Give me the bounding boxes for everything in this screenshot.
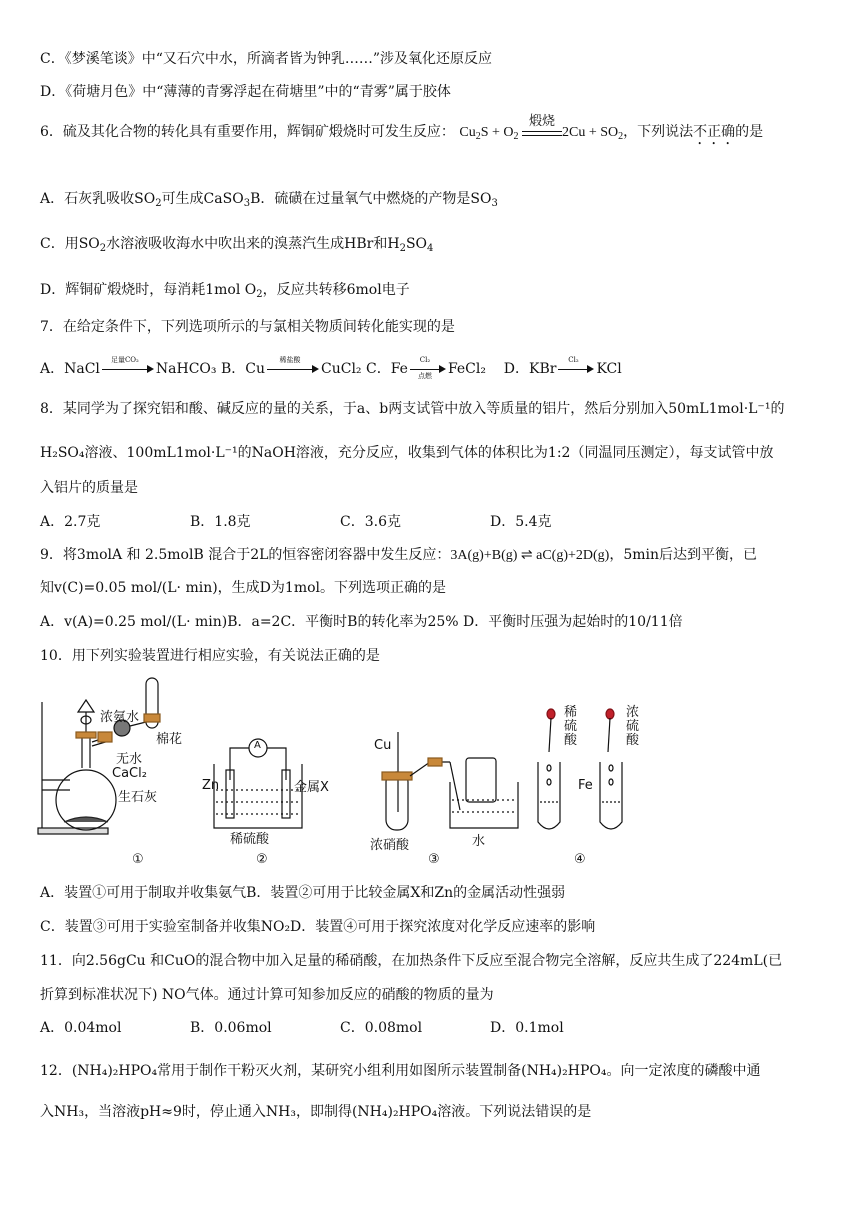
label-anhydrous: 无水 xyxy=(116,752,143,767)
q6-emphasis: 不正确 xyxy=(693,124,736,140)
label-zn: Zn xyxy=(202,778,220,793)
label-fe: Fe xyxy=(578,778,593,793)
q10-apparatus-figure xyxy=(30,672,670,872)
q6-stem-text: 6．硫及其化合物的转化具有重要作用，辉铜矿煅烧时可发生反应： xyxy=(40,124,455,140)
q11-option-d: D．0.1mol xyxy=(490,1020,564,1036)
q6-option-c: C．用$SO_2$水溶液吸收海水中吹出来的溴蒸汽生成HBr和$H_2SO_4$ xyxy=(40,236,434,254)
q6-option-a: A．石灰乳吸收$SO_2$可生成CaSO$_3$ xyxy=(40,191,251,209)
q8-line-1: 8．某同学为了探究铝和酸、碱反应的量的关系，于a、b两支试管中放入等质量的铝片，然后分别加入50mL1mol·L⁻¹的 xyxy=(40,401,785,417)
q6-option-d: D．辉铜矿煅烧时，每消耗1mol $O_2$，反应共转移6mol电子 xyxy=(40,282,410,300)
q7d-arrow: Cl₂ xyxy=(558,364,594,374)
label-cu: Cu xyxy=(374,738,392,753)
q11-line-2: 折算到标准状况下) NO气体。通过计算可知参加反应的硝酸的物质的量为 xyxy=(40,987,494,1003)
q6-equation: $Cu_2S + O_2$ 煅烧 $2Cu + SO_2$ xyxy=(459,112,624,142)
apparatus-2 xyxy=(214,739,302,828)
apparatus-3 xyxy=(382,732,518,830)
q11-option-b: B．0.06mol xyxy=(190,1020,272,1036)
label-dilute-acid: 稀 硫 酸 xyxy=(564,705,578,748)
q6-condition: 煅烧 xyxy=(528,112,555,128)
q6-options-ab xyxy=(40,190,498,213)
label-conc-acid: 浓 硫 酸 xyxy=(626,705,640,748)
label-cotton: 棉花 xyxy=(156,732,183,747)
q8-option-d: D．5.4克 xyxy=(490,514,552,530)
q7c-arrow: Cl₂ 点燃 xyxy=(410,364,446,374)
label-metal-x: 金属X xyxy=(294,780,329,795)
q11-option-a: A．0.04mol xyxy=(40,1020,122,1036)
q11-option-c: C．0.08mol xyxy=(340,1020,423,1036)
label-water: 水 xyxy=(472,834,486,849)
q11-line-1: 11．向2.56gCu 和CuO的混合物中加入足量的稀硝酸，在加热条件下反应至混合物完全溶解，反应共生成了224mL(已 xyxy=(40,953,783,969)
label-num-2: ② xyxy=(256,852,268,867)
label-cacl2: CaCl₂ xyxy=(112,766,147,781)
q6-equal-sign xyxy=(522,112,562,138)
ammeter-icon: A xyxy=(254,740,261,751)
q8-option-a: A．2.7克 xyxy=(40,514,101,530)
q7b-arrow: 稀盐酸 xyxy=(267,364,319,374)
q6-option-b: B．硫磺在过量氧气中燃烧的产物是$SO_3$ xyxy=(250,191,498,209)
label-quicklime: 生石灰 xyxy=(118,790,158,805)
label-num-3: ③ xyxy=(428,852,440,867)
label-conc-hno3: 浓硝酸 xyxy=(370,838,410,853)
q9-line-2: 知v(C)=0.05 mol/(L· min)，生成D为1mol。下列选项正确的是 xyxy=(40,580,446,596)
label-ammonia-water: 浓氨水 xyxy=(100,710,140,725)
q12-line-1: 12．(NH₄)₂HPO₄常用于制作干粉灭火剂，某研究小组利用如图所示装置制备(NH₄)₂HPO₄。向一定浓度的磷酸中通 xyxy=(40,1063,761,1079)
q7-option-b: B．Cu 稀盐酸 CuCl₂ xyxy=(220,356,362,377)
q10-options-cd: C．装置③可用于实验室制备并收集NO₂D．装置④可用于探究浓度对化学反应速率的影响 xyxy=(40,919,596,935)
q9-options: A．v(A)=0.25 mol/(L· min)B．a=2C．平衡时B的转化率为25% D．平衡时压强为起始时的10/11倍 xyxy=(40,614,683,630)
q8-line-2: H₂SO₄溶液、100mL1mol·L⁻¹的NaOH溶液，充分反应，收集到气体的体积比为1:2（同温同压测定），每支试管中放 xyxy=(40,445,774,461)
q7-option-d: D．KBr Cl₂ KCl xyxy=(503,356,622,377)
q5-option-c: C．《梦溪笔谈》中“又石穴中水，所滴者皆为钟乳……”涉及氧化还原反应 xyxy=(40,51,493,67)
q8-line-3: 入铝片的质量是 xyxy=(40,480,138,496)
label-num-4: ④ xyxy=(574,852,586,867)
label-dilute-h2so4: 稀硫酸 xyxy=(230,832,270,847)
q7a-arrow: 足量CO₂ xyxy=(102,364,154,374)
apparatus-4 xyxy=(538,709,622,829)
q7-option-a: A．NaCl 足量CO₂ NaHCO₃ xyxy=(40,356,217,377)
q8-option-b: B．1.8克 xyxy=(190,514,251,530)
q10-options-ab: A．装置①可用于制取并收集氨气B．装置②可用于比较金属X和Zn的金属活动性强弱 xyxy=(40,885,566,901)
q6-stem xyxy=(40,112,764,148)
q12-line-2: 入NH₃，当溶液pH≈9时，停止通入NH₃，即制得(NH₄)₂HPO₄溶液。下列说法错误的是 xyxy=(40,1104,592,1120)
q7-option-c: C．Fe Cl₂ 点燃 FeCl₂ xyxy=(365,356,486,380)
q9-line-1: 9．将3molA 和 2.5molB 混合于2L的恒容密闭容器中发生反应：3A(g)+B(g) ⇌ aC(g)+2D(g)，5min后达到平衡，已 xyxy=(40,547,758,563)
q9-equation: 3A(g)+B(g) ⇌ aC(g)+2D(g) xyxy=(450,548,610,563)
label-num-1: ① xyxy=(132,852,144,867)
q7-options xyxy=(40,356,622,380)
q5-option-d: D．《荷塘月色》中“薄薄的青雾浮起在荷塘里”中的“青雾”属于胶体 xyxy=(40,84,451,100)
q10-stem: 10．用下列实验装置进行相应实验，有关说法正确的是 xyxy=(40,648,380,664)
q6-stem-end: 的是 xyxy=(735,124,764,140)
q7-stem: 7．在给定条件下，下列选项所示的与氯相关物质间转化能实现的是 xyxy=(40,319,455,335)
q6-stem-tail: ，下列说法 xyxy=(623,124,694,140)
q8-option-c: C．3.6克 xyxy=(340,514,401,530)
